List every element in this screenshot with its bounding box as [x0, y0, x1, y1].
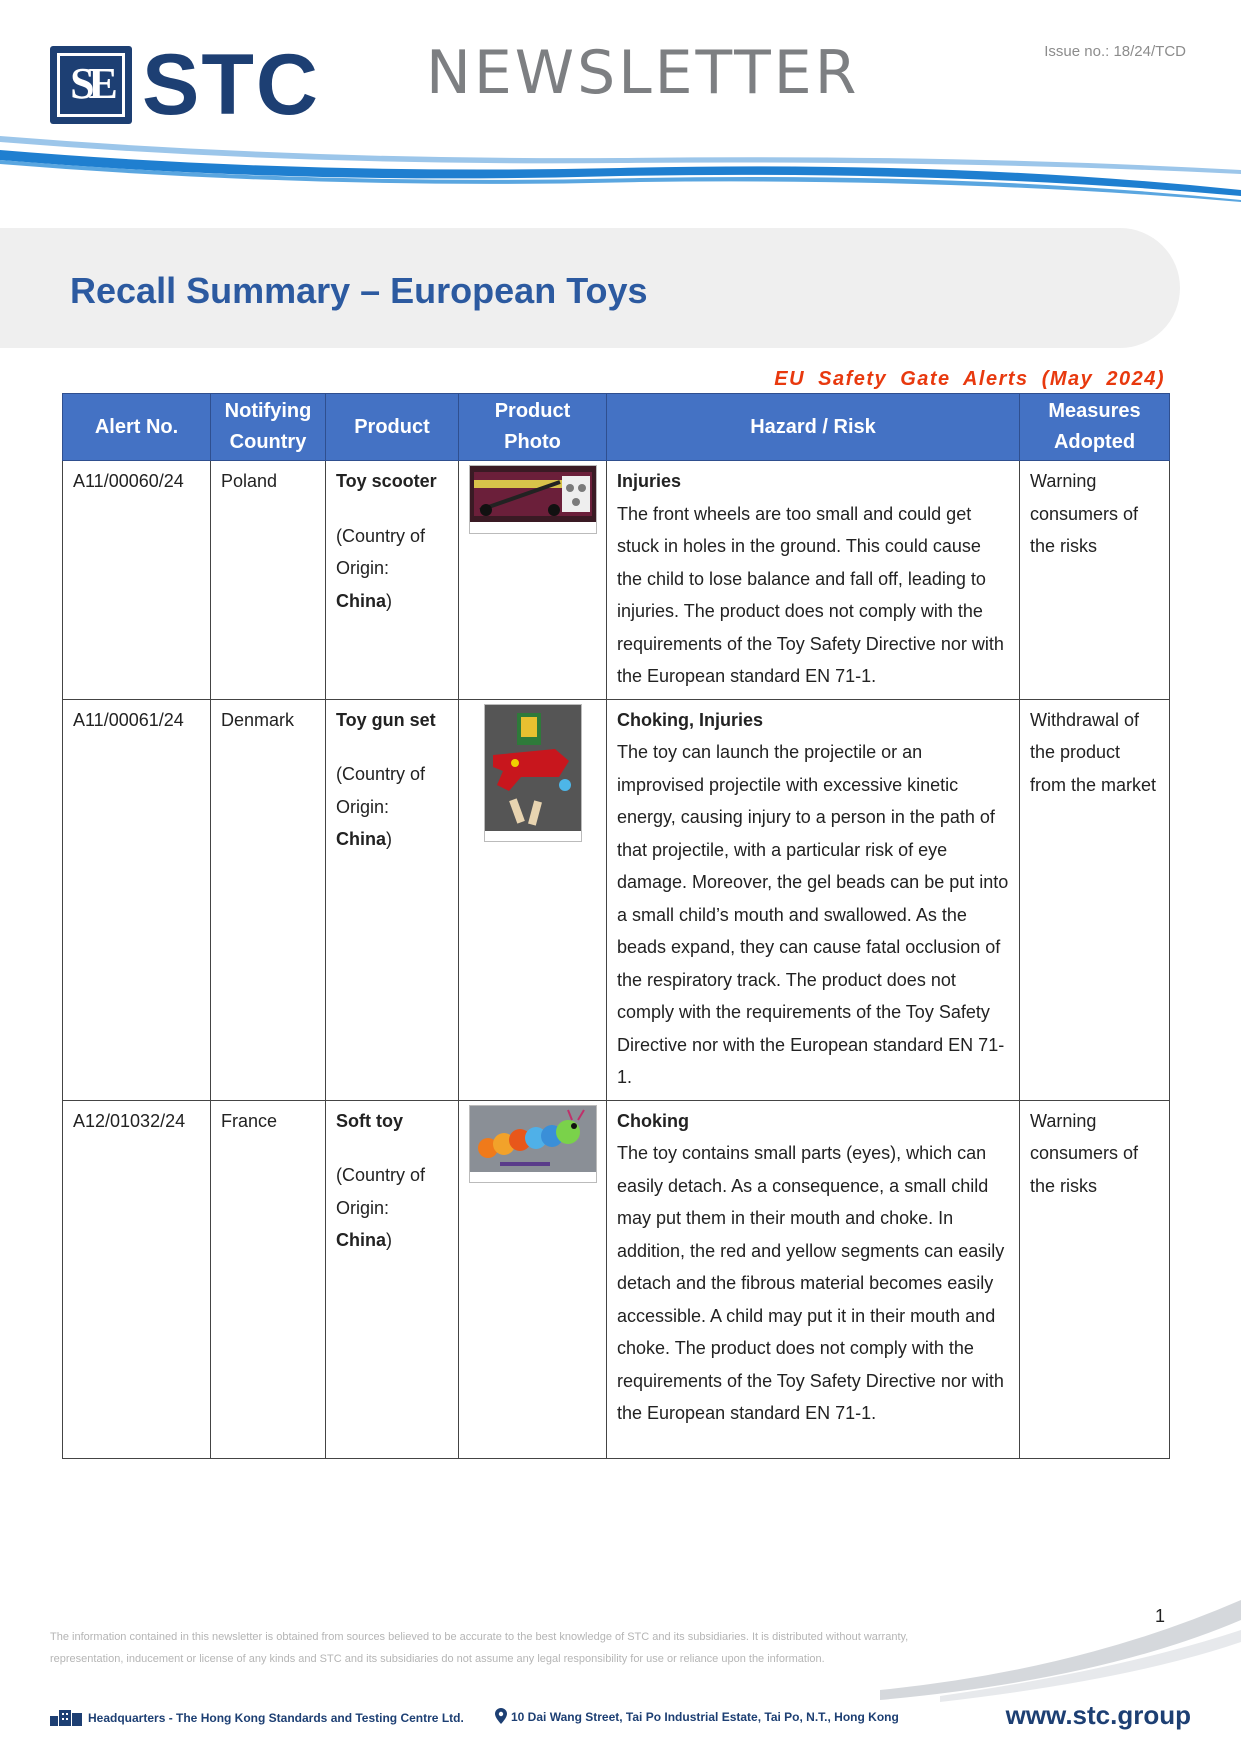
logo-monogram: SE	[57, 53, 125, 117]
alert-number: A12/01032/24	[63, 1100, 211, 1458]
alert-number: A11/00061/24	[63, 699, 211, 1100]
toy-scooter-photo	[469, 465, 597, 534]
header-swoosh-decoration	[0, 130, 1241, 205]
title-band	[0, 228, 1180, 348]
headquarters	[50, 1708, 464, 1726]
newsletter-heading: NEWSLETTER	[426, 38, 860, 108]
notifying-country: Denmark	[211, 699, 326, 1100]
table-header-row	[63, 394, 1170, 461]
product-name: Soft toy	[336, 1110, 403, 1131]
table-row	[63, 1100, 1170, 1458]
hazard-cell	[607, 461, 1020, 700]
header-notifying-country: Notifying Country	[211, 394, 326, 461]
address	[495, 1708, 899, 1724]
logo-wordmark: STC	[142, 37, 320, 133]
address-label: 10 Dai Wang Street, Tai Po Industrial Estate, Tai Po, N.T., Hong Kong	[511, 1710, 899, 1724]
location-pin-icon	[495, 1708, 507, 1724]
hazard-cell	[607, 699, 1020, 1100]
hazard-description: The front wheels are too small and could get stuck in holes in the ground. This could cause the child to lose balance and fall off, leading to injuries. The product does not comply with the requirements of the Toy Safety Directive nor with the European standard EN 71-1.	[617, 503, 1004, 686]
header-product-photo: Product Photo	[459, 394, 607, 461]
footer	[50, 1700, 1191, 1734]
origin-label: (Country of Origin:	[336, 1165, 426, 1218]
website-link[interactable]: www.stc.group	[1005, 1700, 1191, 1730]
origin-label: (Country of Origin:	[336, 764, 426, 817]
product-name: Toy scooter	[336, 471, 437, 491]
building-icon	[50, 1708, 82, 1726]
page-title: Recall Summary – European Toys	[70, 270, 648, 311]
product-cell: Toy gun set (Country of Origin: China)	[326, 699, 459, 1100]
soft-toy-photo	[469, 1105, 597, 1184]
issue-number: Issue no.: 18/24/TCD	[1044, 43, 1186, 60]
product-photo-cell	[459, 461, 607, 700]
hazard-title: Choking, Injuries	[617, 709, 764, 730]
product-cell: Soft toy (Country of Origin: China)	[326, 1100, 459, 1458]
alert-number: A11/00060/24	[63, 461, 211, 700]
recall-table	[62, 393, 1170, 1459]
stc-logo-mark	[50, 46, 132, 124]
notifying-country: Poland	[211, 461, 326, 700]
product-name: Toy gun set	[336, 709, 436, 730]
table-row	[63, 461, 1170, 700]
header-alert-no: Alert No.	[63, 394, 211, 461]
toy-gun-set-photo	[484, 704, 582, 843]
hazard-cell	[607, 1100, 1020, 1458]
notifying-country: France	[211, 1100, 326, 1458]
hazard-description: The toy can launch the projectile or an improvised projectile with excessive kinetic energy, causing injury to a person in the path of that projectile, with a particular risk of eye damage. Moreover, the gel beads can be put into a small child’s mouth and swallowed. As the beads expand, they can cause fatal occlusion of the respiratory track. The product does not comply with the requirements of the Toy Safety Directive nor with the European standard EN 71-1.	[617, 742, 1009, 1087]
alerts-heading: EU Safety Gate Alerts (May 2024)	[774, 368, 1165, 390]
disclaimer-text: The information contained in this newsletter is obtained from sources believed to be accurate to the best knowledge of STC and its subsidiaries. It is distributed without warranty, representation, inducement or license of any kinds and STC and its subsidiaries do not assume any legal responsibility for use or reliance upon the information.	[50, 1631, 909, 1665]
hazard-title: Choking	[617, 1110, 689, 1131]
table-row	[63, 699, 1170, 1100]
origin-country: China	[336, 829, 387, 849]
header-hazard-risk: Hazard / Risk	[607, 394, 1020, 461]
hazard-description: The toy contains small parts (eyes), which can easily detach. As a consequence, a small child may put them in their mouth and choke. In addition, the red and yellow segments can easily detach and the fibrous material becomes easily accessible. A child may put it in their mouth and choke. The product does not comply with the requirements of the Toy Safety Directive nor with the European standard EN 71-1.	[617, 1143, 1005, 1423]
header-measures-adopted: Measures Adopted	[1020, 394, 1170, 461]
product-photo-cell	[459, 1100, 607, 1458]
measures-adopted: Warning consumers of the risks	[1020, 1100, 1170, 1458]
headquarters-label: Headquarters - The Hong Kong Standards and Testing Centre Ltd.	[88, 1711, 464, 1725]
measures-adopted: Warning consumers of the risks	[1020, 461, 1170, 700]
measures-adopted: Withdrawal of the product from the market	[1020, 699, 1170, 1100]
hazard-title: Injuries	[617, 471, 682, 491]
origin-label: (Country of Origin:	[336, 525, 426, 578]
origin-country: China	[336, 1230, 387, 1250]
product-cell: Toy scooter (Country of Origin: China)	[326, 461, 459, 700]
header-product: Product	[326, 394, 459, 461]
product-photo-cell	[459, 699, 607, 1100]
origin-country: China	[336, 590, 387, 611]
stc-logo	[50, 37, 350, 133]
page-number: 1	[1154, 1606, 1165, 1626]
